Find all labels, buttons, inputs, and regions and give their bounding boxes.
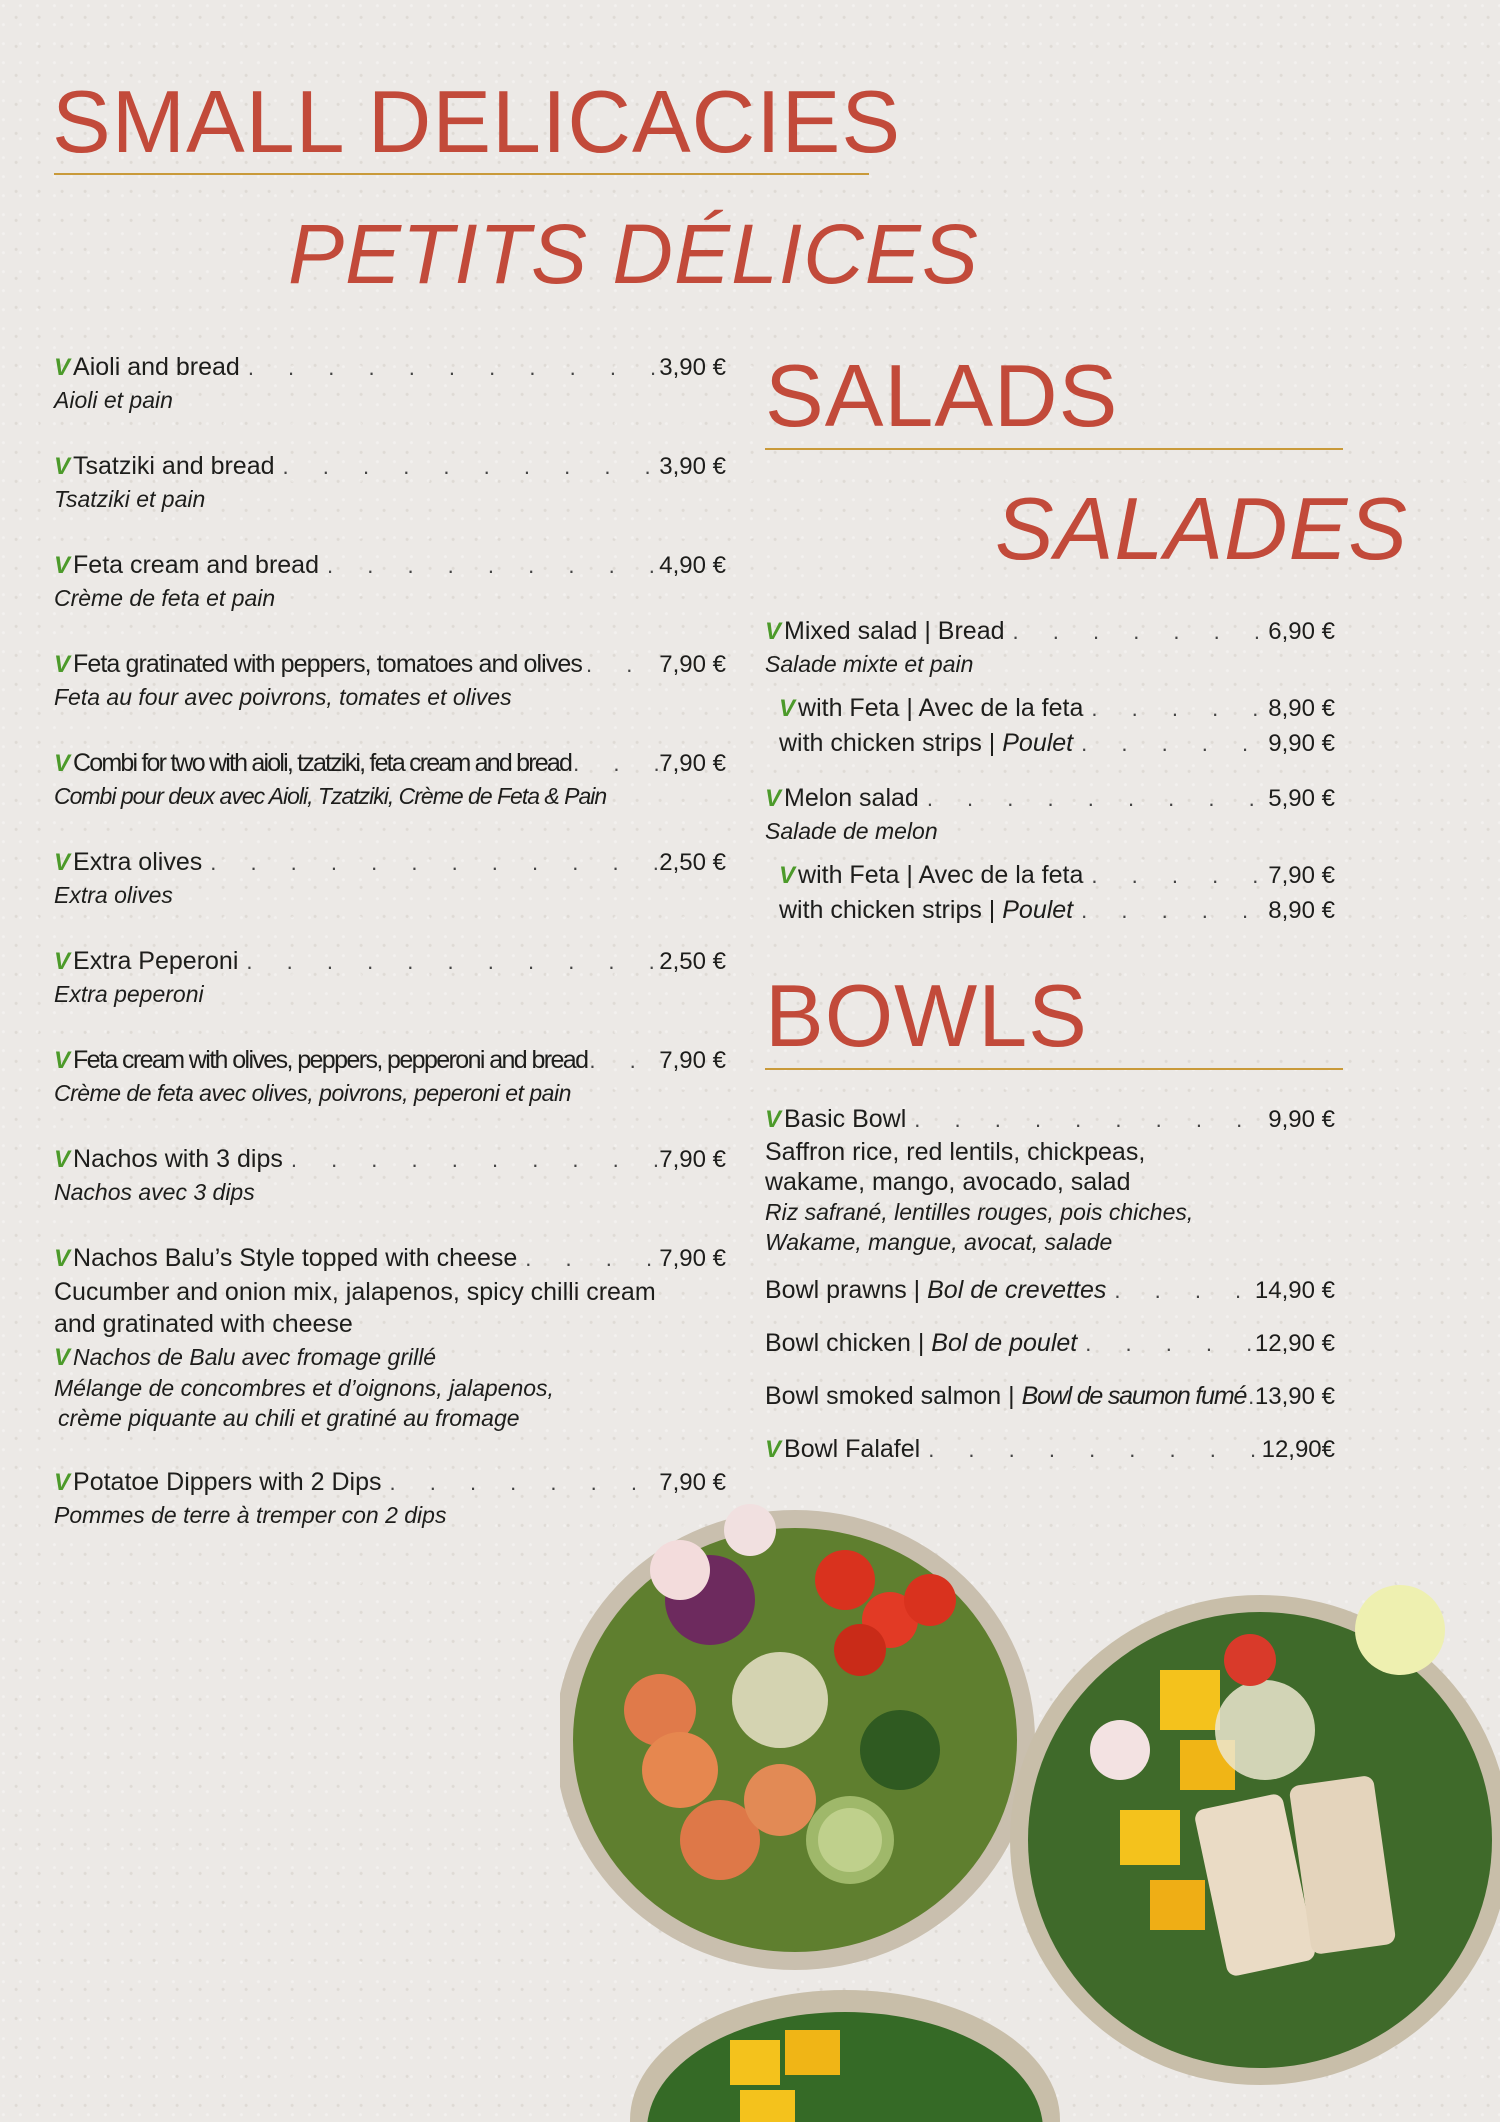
vegetarian-icon: V xyxy=(54,1344,71,1371)
menu-item xyxy=(54,1043,726,1108)
item-name-fr: Feta au four avec poivrons, tomates et olives xyxy=(54,684,512,710)
item-name-fr: Crème de feta et pain xyxy=(54,585,276,611)
item-name-fr: Poulet xyxy=(1002,729,1074,757)
menu-item xyxy=(765,1379,1335,1414)
menu-item-option xyxy=(765,893,1335,928)
item-name xyxy=(779,893,1073,927)
item-price: 3,90 € xyxy=(659,453,726,480)
item-price: 7,90 € xyxy=(659,651,726,678)
small-delicacies-list xyxy=(54,350,726,1530)
item-name xyxy=(765,1379,1246,1413)
item-name: Basic Bowl xyxy=(784,1105,907,1133)
leader-dots xyxy=(587,1044,659,1078)
item-name-fr: Bol de crevettes xyxy=(927,1276,1107,1304)
item-name: Extra olives xyxy=(73,848,203,876)
item-name-fr: Extra olives xyxy=(54,882,173,908)
vegetarian-icon: V xyxy=(54,552,71,579)
leader-dots xyxy=(1083,692,1268,726)
leader-dots xyxy=(919,782,1268,816)
item-name-fr: Pommes de terre à tremper con 2 dips xyxy=(54,1502,447,1528)
item-price: 7,90 € xyxy=(659,1047,726,1074)
vegetarian-icon: V xyxy=(765,1436,782,1463)
item-description-fr: Wakame, mangue, avocat, salade xyxy=(765,1229,1113,1255)
item-description-fr: crème piquante au chili et gratiné au fromage xyxy=(58,1405,520,1431)
item-price: 6,90 € xyxy=(1268,618,1335,645)
item-price: 9,90 € xyxy=(1268,1106,1335,1133)
menu-item xyxy=(54,449,726,514)
menu-item-option xyxy=(765,726,1335,761)
menu-item xyxy=(765,781,1335,846)
item-name-fr: Poulet xyxy=(1002,896,1074,924)
bowls-photo xyxy=(560,1440,1500,2122)
vegetarian-icon: V xyxy=(54,651,71,678)
menu-item xyxy=(54,845,726,910)
vegetarian-icon: V xyxy=(765,785,782,812)
leader-dots xyxy=(1005,615,1269,649)
item-name-fr: Tsatziki et pain xyxy=(54,486,206,512)
heading-rule xyxy=(765,1068,1343,1070)
poke-bowl-shrimp xyxy=(560,1504,1035,1970)
heading-salades: SALADES xyxy=(995,479,1408,578)
vegetarian-icon: V xyxy=(765,618,782,645)
item-name-en: with chicken strips | xyxy=(779,729,1003,757)
item-price: 14,90 € xyxy=(1254,1277,1335,1304)
leader-dots xyxy=(202,846,659,880)
salads-list xyxy=(765,614,1335,928)
item-price: 2,50 € xyxy=(659,849,726,876)
leader-dots xyxy=(582,648,659,682)
item-name: Bowl Falafel xyxy=(784,1435,921,1463)
item-name-fr xyxy=(54,1342,726,1373)
vegetarian-icon: V xyxy=(54,849,71,876)
item-name: Nachos Balu’s Style topped with cheese xyxy=(73,1244,518,1272)
item-price: 2,50 € xyxy=(659,948,726,975)
item-name xyxy=(765,1273,1106,1307)
item-price: 7,90 € xyxy=(659,1245,726,1272)
vegetarian-icon: V xyxy=(765,1106,782,1133)
vegetarian-icon: V xyxy=(54,453,71,480)
item-name: Feta gratinated with peppers, tomatoes and olives xyxy=(73,650,583,678)
item-description: and gratinated with cheese xyxy=(54,1310,353,1338)
item-price: 13,90 € xyxy=(1254,1383,1335,1410)
poke-bowl-mango xyxy=(630,1990,1060,2122)
bowls-list xyxy=(765,1102,1335,1467)
leader-dots xyxy=(238,945,659,979)
item-name: Tsatziki and bread xyxy=(73,452,275,480)
item-price: 8,90 € xyxy=(1268,695,1335,722)
vegetarian-icon: V xyxy=(779,862,796,889)
item-price: 7,90 € xyxy=(659,1469,726,1496)
leader-dots xyxy=(517,1242,659,1276)
item-name-en: Bowl smoked salmon | xyxy=(765,1382,1022,1410)
item-name: Potatoe Dippers with 2 Dips xyxy=(73,1468,382,1496)
item-description: Saffron rice, red lentils, chickpeas, xyxy=(765,1138,1146,1166)
item-price: 5,90 € xyxy=(1268,785,1335,812)
menu-item xyxy=(54,548,726,613)
menu-item-option xyxy=(765,691,1335,726)
item-price: 7,90 € xyxy=(659,750,726,777)
item-name: Feta cream with olives, peppers, pepperoni and bread xyxy=(73,1046,588,1074)
item-name-fr: Bol de poulet xyxy=(931,1329,1078,1357)
leader-dots xyxy=(571,747,659,781)
heading-rule xyxy=(54,173,869,175)
item-name-en: Bowl chicken | xyxy=(765,1329,932,1357)
leader-dots xyxy=(1073,894,1268,928)
item-name: Melon salad xyxy=(784,784,919,812)
item-price: 8,90 € xyxy=(1268,897,1335,924)
menu-item xyxy=(765,1273,1335,1308)
vegetarian-icon: V xyxy=(54,1469,71,1496)
vegetarian-icon: V xyxy=(54,1245,71,1272)
item-name: Combi for two with aioli, tzatziki, feta cream and bread xyxy=(73,749,572,777)
item-name-fr: Aioli et pain xyxy=(54,387,173,413)
leader-dots xyxy=(1077,1327,1255,1361)
vegetarian-icon: V xyxy=(54,1047,71,1074)
item-name xyxy=(779,726,1073,760)
leader-dots xyxy=(319,549,659,583)
item-price: 3,90 € xyxy=(659,354,726,381)
vegetarian-icon: V xyxy=(54,1146,71,1173)
item-name-fr: Bowl de saumon fumé xyxy=(1021,1382,1247,1410)
poke-bowl-salmon xyxy=(1010,1585,1500,2085)
item-name-en: Bowl prawns | xyxy=(765,1276,928,1304)
heading-small-delicacies: SMALL DELICACIES xyxy=(52,72,902,171)
menu-item xyxy=(54,350,726,415)
heading-bowls: BOWLS xyxy=(765,966,1088,1065)
menu-item xyxy=(54,1142,726,1207)
vegetarian-icon: V xyxy=(54,948,71,975)
item-price: 12,90€ xyxy=(1261,1436,1335,1463)
menu-item xyxy=(765,1102,1335,1257)
vegetarian-icon: V xyxy=(54,750,71,777)
item-name: Aioli and bread xyxy=(73,353,240,381)
item-name: with Feta | Avec de la feta xyxy=(798,694,1084,722)
item-price: 4,90 € xyxy=(659,552,726,579)
heading-rule xyxy=(765,448,1343,450)
item-name-fr: Nachos avec 3 dips xyxy=(54,1179,255,1205)
item-name xyxy=(765,1326,1077,1360)
leader-dots xyxy=(1083,859,1268,893)
menu-item xyxy=(54,746,726,811)
leader-dots xyxy=(1073,727,1268,761)
item-name-fr: Salade de melon xyxy=(765,818,938,844)
item-price: 7,90 € xyxy=(1268,862,1335,889)
heading-petits-delices: PETITS DÉLICES xyxy=(288,207,979,301)
item-name: Feta cream and bread xyxy=(73,551,319,579)
item-description: wakame, mango, avocado, salad xyxy=(765,1168,1131,1196)
item-name-en: with chicken strips | xyxy=(779,896,1003,924)
menu-item xyxy=(765,1326,1335,1361)
leader-dots xyxy=(240,351,659,385)
menu-item-nachos-balu xyxy=(54,1241,726,1433)
leader-dots xyxy=(1246,1380,1255,1414)
leader-dots xyxy=(275,450,660,484)
item-name: Extra Peperoni xyxy=(73,947,239,975)
item-name-fr: Salade mixte et pain xyxy=(765,651,974,677)
menu-item xyxy=(54,647,726,712)
leader-dots xyxy=(1106,1274,1255,1308)
item-name-fr-text: Nachos de Balu avec fromage grillé xyxy=(73,1344,437,1370)
menu-item-option xyxy=(765,858,1335,893)
item-name: with Feta | Avec de la feta xyxy=(798,861,1084,889)
item-name-fr: Combi pour deux avec Aioli, Tzatziki, Crème de Feta & Pain xyxy=(54,783,607,809)
item-price: 12,90 € xyxy=(1254,1330,1335,1357)
vegetarian-icon: V xyxy=(54,354,71,381)
item-name: Nachos with 3 dips xyxy=(73,1145,283,1173)
leader-dots xyxy=(283,1143,659,1177)
item-price: 7,90 € xyxy=(659,1146,726,1173)
item-name-fr: Extra peperoni xyxy=(54,981,204,1007)
heading-salads: SALADS xyxy=(765,346,1119,445)
item-name: Mixed salad | Bread xyxy=(784,617,1005,645)
vegetarian-icon: V xyxy=(779,695,796,722)
menu-item xyxy=(765,614,1335,679)
item-description-fr: Mélange de concombres et d’oignons, jalapenos, xyxy=(54,1375,554,1401)
item-name-fr: Crème de feta avec olives, poivrons, peperoni et pain xyxy=(54,1080,571,1106)
item-description-fr: Riz safrané, lentilles rouges, pois chiches, xyxy=(765,1199,1194,1225)
item-description: Cucumber and onion mix, jalapenos, spicy chilli cream xyxy=(54,1278,656,1306)
menu-item xyxy=(54,944,726,1009)
item-price: 9,90 € xyxy=(1268,730,1335,757)
leader-dots xyxy=(906,1103,1268,1137)
